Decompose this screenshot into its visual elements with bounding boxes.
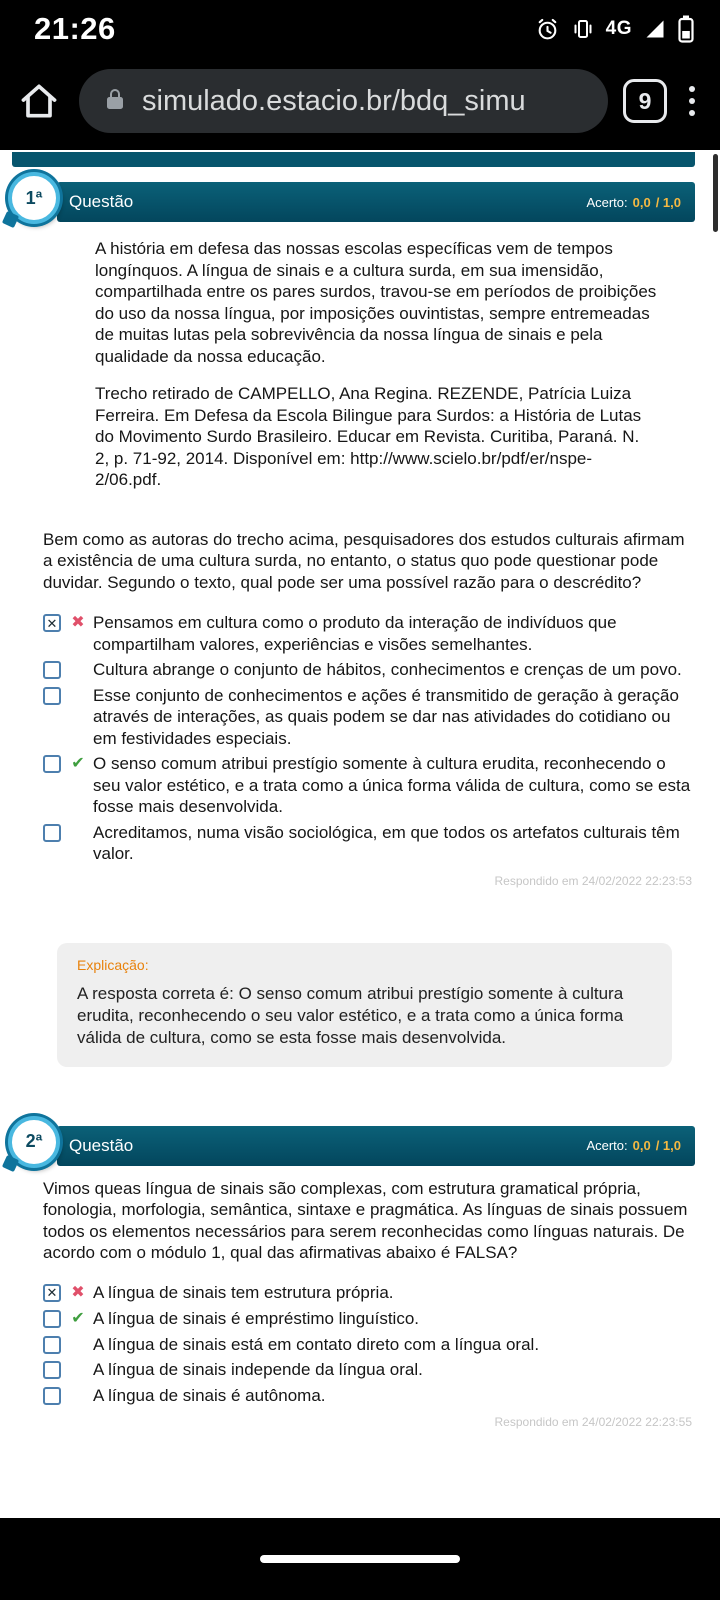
answer-option[interactable]: ✕ ✖ Pensamos em cultura como o produto da interação de indivíduos que compartilham valores, experiências e visões semelhantes. (43, 612, 692, 655)
answer-option[interactable]: Esse conjunto de conhecimentos e ações é transmitido de geração à geração através de interações, as quais podem se dar nas atividades do cotidiano ou em festividades especiais. (43, 685, 692, 750)
home-button[interactable] (14, 76, 64, 126)
clock: 21:26 (34, 11, 116, 46)
checkbox-checked-icon[interactable]: ✕ (43, 1284, 61, 1302)
checkbox-icon[interactable] (43, 1336, 61, 1354)
tab-count: 9 (638, 87, 652, 114)
checkbox-checked-icon[interactable]: ✕ (43, 614, 61, 632)
correct-answer-icon: ✔ (71, 755, 85, 772)
question-2-body (0, 1178, 720, 1430)
answer-option[interactable]: ✕ ✖ A língua de sinais tem estrutura própria. (43, 1282, 692, 1304)
answered-timestamp: Respondido em 24/02/2022 22:23:53 (494, 873, 692, 888)
explanation-label: Explicação: (77, 956, 149, 973)
wrong-answer-icon: ✖ (71, 614, 85, 631)
question-passage: A história em defesa das nossas escolas específicas vem de tempos longínquos. A língua de sinais e a cultura surda, em sua imensidão, compartilhada entre os pares surdos, travou-se em períodos de proibições do uso da nossa língua, por imposições ouvintistas, sempre entremeadas de muitas lutas pela sobrevivência da nossa língua de sinais e pela qualidade da nossa educação. (95, 239, 657, 366)
gesture-bar[interactable] (260, 1555, 460, 1563)
question-2-options (43, 1282, 692, 1407)
checkbox-icon[interactable] (43, 824, 61, 842)
question-1-body (0, 238, 720, 888)
explanation-box (57, 943, 672, 1067)
tab-switcher-button[interactable] (623, 79, 667, 123)
network-type-label: 4G (605, 18, 632, 39)
question-1-options (43, 612, 692, 865)
question-2-header (0, 1126, 695, 1166)
address-bar[interactable] (79, 69, 608, 133)
url-text[interactable]: simulado.estacio.br/bdq_simu (142, 84, 526, 117)
battery-icon (678, 15, 694, 43)
lock-icon (103, 87, 127, 116)
signal-icon (643, 17, 667, 41)
question-2-title-bar (57, 1126, 695, 1166)
question-title: Questão (69, 1135, 134, 1155)
scrollbar[interactable] (713, 154, 718, 232)
vibrate-icon (571, 17, 595, 41)
answered-timestamp: Respondido em 24/02/2022 22:23:55 (494, 1415, 692, 1429)
wrong-answer-icon: ✖ (71, 1283, 85, 1301)
answer-option[interactable]: ✔ O senso comum atribui prestígio somente à cultura erudita, reconhecendo o seu valor estético, e a trata como a única forma válida de cultura, como se esta fosse mais desenvolvida. (43, 753, 692, 818)
checkbox-icon[interactable] (43, 1387, 61, 1405)
checkbox-icon[interactable] (43, 755, 61, 773)
page-content (0, 150, 720, 1518)
page-header-strip (12, 152, 695, 167)
question-1-score: Acerto: 0,0 / 1,0 (586, 194, 681, 210)
explanation-text: A resposta correta é: O senso comum atribui prestígio somente à cultura erudita, reconhecendo o seu valor estético, e a trata como a única forma válida de cultura, como se esta fosse mais desenvolvida. (77, 983, 624, 1047)
answer-option[interactable]: ✔ A língua de sinais é empréstimo linguístico. (43, 1308, 692, 1330)
correct-answer-icon: ✔ (71, 1309, 85, 1327)
answer-option[interactable]: A língua de sinais é autônoma. (43, 1385, 692, 1407)
system-nav-bar (0, 1518, 720, 1600)
status-bar (0, 0, 720, 58)
answer-option[interactable]: A língua de sinais independe da língua oral. (43, 1359, 692, 1381)
question-2-score: Acerto: 0,0 / 1,0 (586, 1138, 681, 1153)
question-title: Questão (69, 192, 134, 211)
answer-option[interactable]: A língua de sinais está em contato direto com a língua oral. (43, 1334, 692, 1356)
question-1-number-badge: 1ª (8, 172, 60, 224)
question-citation: Trecho retirado de CAMPELLO, Ana Regina. REZENDE, Patrícia Luiza Ferreira. Em Defesa da Escola Bilingue para Surdos: a História de Lutas do Movimento Surdo Brasileiro. Educar em Revista. Curitiba, Paraná. N. 2, p. 71-92, 2014. Disponível em: http://www.scielo.br/pdf/er/nspe-2/06.pdf. (95, 384, 642, 489)
checkbox-icon[interactable] (43, 1361, 61, 1379)
question-1-title-bar (57, 182, 695, 222)
question-2-number-badge: 2ª (8, 1116, 60, 1168)
question-prompt: Vimos queas língua de sinais são complexas, com estrutura gramatical própria, fonologia, morfologia, semântica, sintaxe e pragmática. As línguas de sinais possuem todos os elementos necessários para serem reconhecidas como línguas naturais. De acordo com o módulo 1, qual das afirmativas abaixo é FALSA? (43, 1178, 688, 1262)
checkbox-icon[interactable] (43, 661, 61, 679)
checkbox-icon[interactable] (43, 1310, 61, 1328)
question-prompt: Bem como as autoras do trecho acima, pesquisadores dos estudos culturais afirmam a existência de uma cultura surda, no entanto, o status quo pode questionar pode duvidar. Segundo o texto, qual pode ser uma possível razão para o descrédito? (43, 529, 685, 592)
alarm-icon (535, 17, 560, 42)
answer-option[interactable]: Cultura abrange o conjunto de hábitos, conhecimentos e crenças de um povo. (43, 659, 692, 681)
browser-toolbar (0, 58, 720, 150)
answer-option[interactable]: Acreditamos, numa visão sociológica, em que todos os artefatos culturais têm valor. (43, 822, 692, 865)
checkbox-icon[interactable] (43, 687, 61, 705)
browser-menu-button[interactable] (682, 86, 702, 116)
question-1-header (0, 182, 695, 222)
